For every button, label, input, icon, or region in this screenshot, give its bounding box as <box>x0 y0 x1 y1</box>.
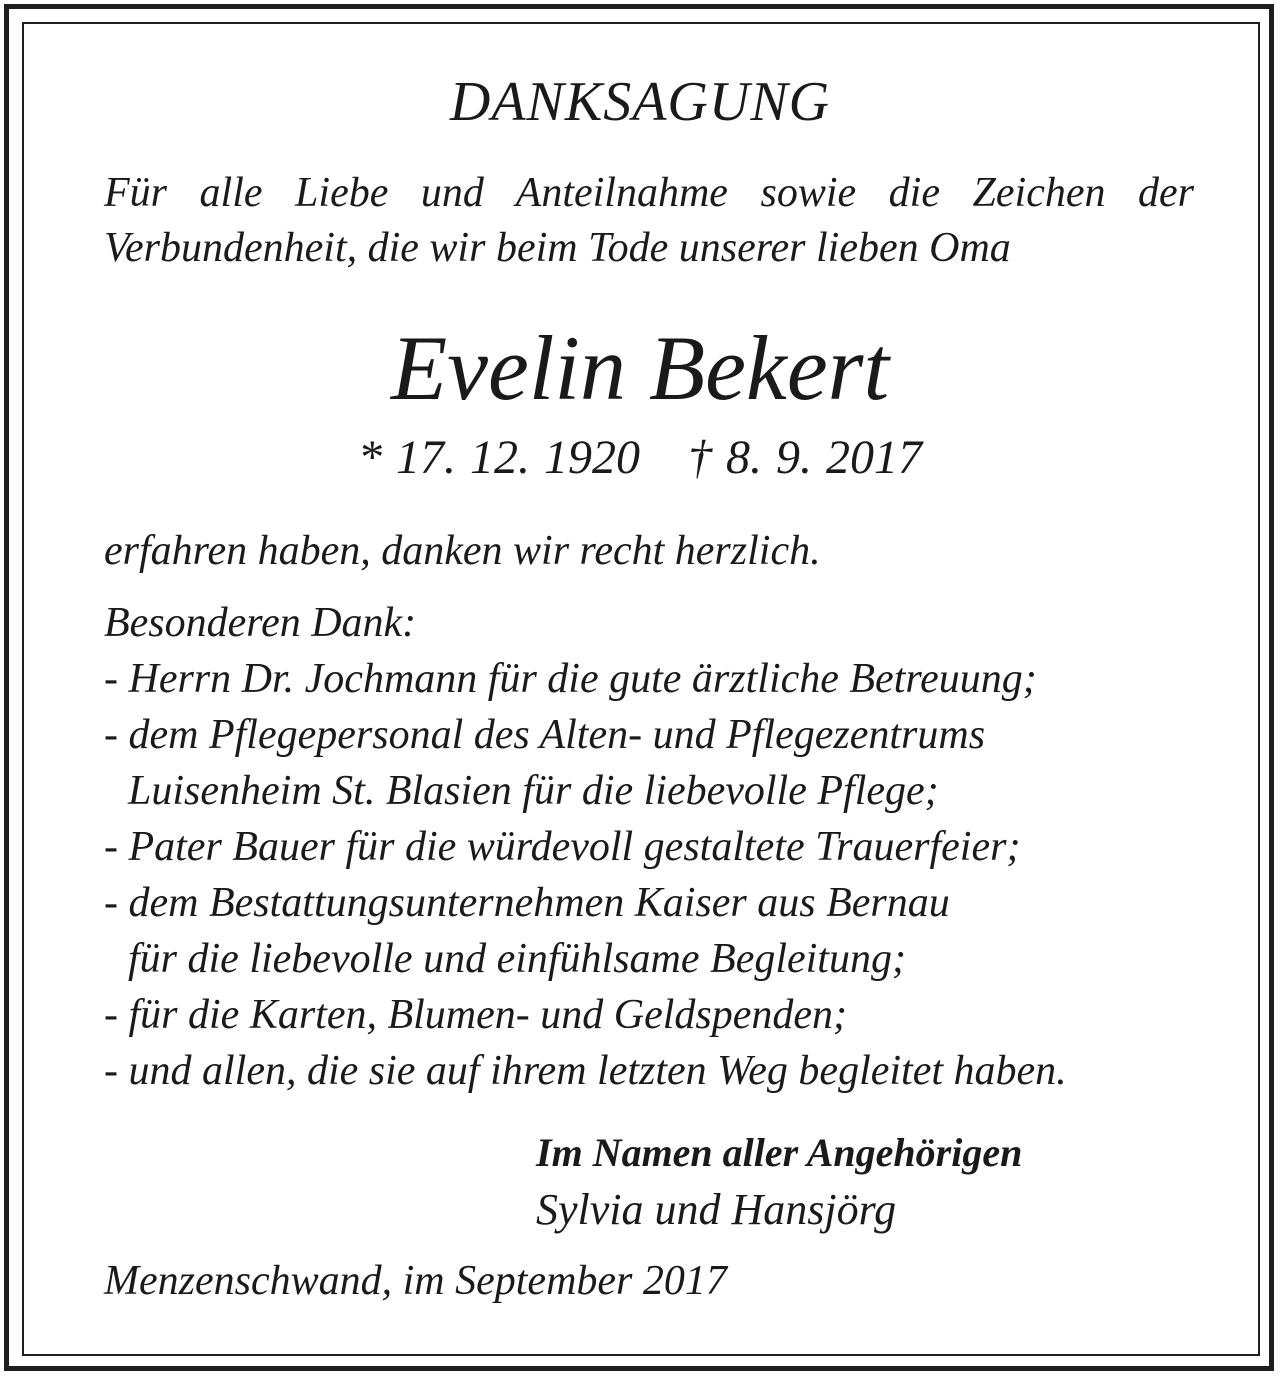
closing-line: erfahren haben, danken wir recht herzlich. <box>104 528 821 574</box>
deceased-name: Evelin Bekert <box>390 317 890 419</box>
birth-date: * 17. 12. 1920 <box>358 431 640 484</box>
intro-line-1: Für alle Liebe und Anteilnahme sowie die Zeichen der <box>104 170 1194 216</box>
thanks-line: - dem Pflegepersonal des Alten- und Pflegezentrums <box>104 712 986 758</box>
notice-heading: DANKSAGUNG <box>449 71 831 133</box>
thanks-line: - dem Bestattungsunternehmen Kaiser aus Bernau <box>104 880 950 926</box>
thanks-line: für die liebevolle und einfühlsame Begleitung; <box>128 936 906 982</box>
death-date: † 8. 9. 2017 <box>688 431 922 484</box>
signature-names: Sylvia und Hansjörg <box>536 1185 897 1234</box>
signature-intro: Im Namen aller Angehörigen <box>536 1130 1023 1175</box>
thanks-line: Luisenheim St. Blasien für die liebevolle Pflege; <box>128 768 939 814</box>
thanks-line: - Pater Bauer für die würdevoll gestaltete Trauerfeier; <box>104 824 1021 870</box>
thanks-line: - für die Karten, Blumen- und Geldspenden; <box>104 992 848 1038</box>
place-date: Menzenschwand, im September 2017 <box>104 1258 727 1304</box>
intro-line-2: Verbundenheit, die wir beim Tode unserer lieben Oma <box>104 225 1011 271</box>
thanks-line: - Herrn Dr. Jochmann für die gute ärztliche Betreuung; <box>104 656 1037 702</box>
thanks-title: Besonderen Dank: <box>104 600 417 646</box>
thanks-line: - und allen, die sie auf ihrem letzten Weg begleitet haben. <box>104 1048 1067 1094</box>
life-dates <box>0 431 1280 484</box>
